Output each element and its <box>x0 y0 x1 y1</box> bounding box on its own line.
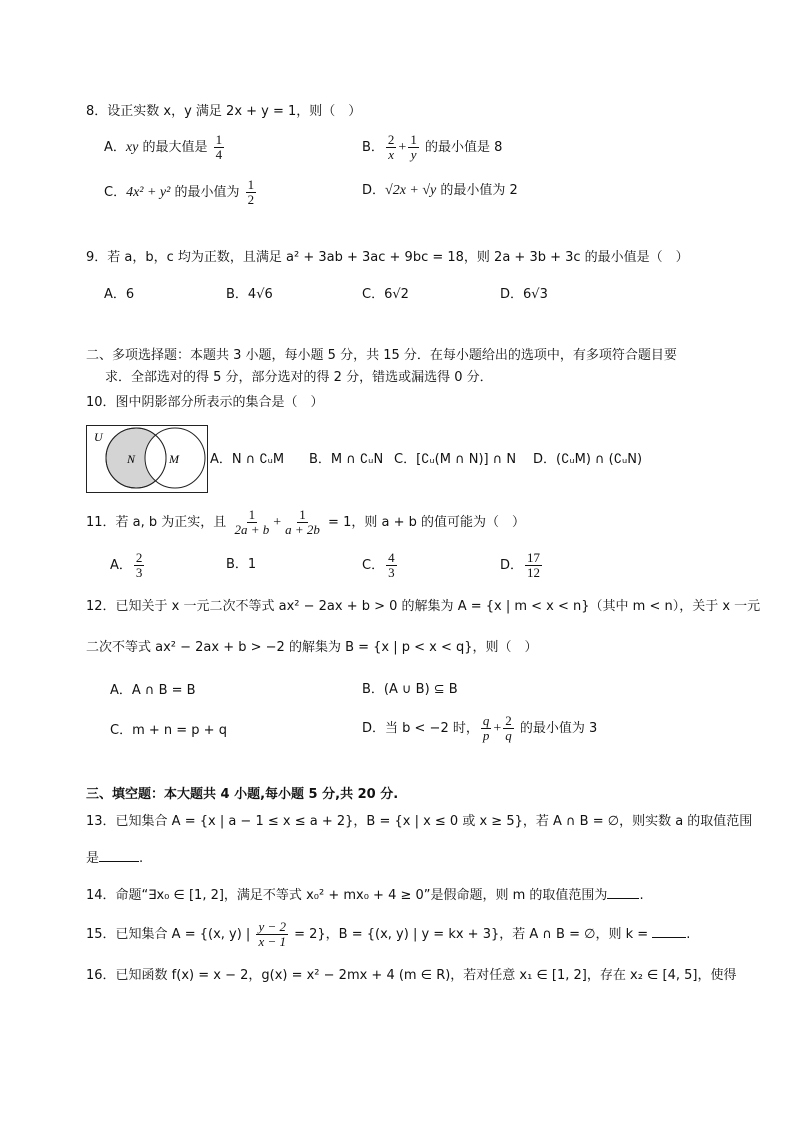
q8-option-c <box>104 178 258 207</box>
q12-option-b: B．(A ∪ B) ⊆ B <box>362 682 458 697</box>
q8-a-mid: 的最大值是 <box>138 140 212 155</box>
q15-end: . <box>686 927 691 942</box>
q15-line <box>86 920 690 949</box>
q11-plus: + <box>273 515 282 530</box>
q11-fraction-1 <box>232 508 271 537</box>
q15-fraction <box>256 920 288 949</box>
q13-line1: 13．已知集合 A = {x | a − 1 ≤ x ≤ a + 2}，B = {x | x ≤ 0 或 x ≥ 5}，若 A ∩ B = ∅，则实数 a 的取值范围 <box>86 814 753 829</box>
q8-c-label: C． <box>104 185 127 200</box>
q11-a-num: 2 <box>135 550 143 565</box>
q11-option-c <box>362 551 399 580</box>
q8-a-fraction <box>214 133 225 162</box>
q10-option-c: C．[∁ᵤ(M ∩ N)] ∩ N <box>394 452 517 467</box>
q13-answer-blank[interactable] <box>99 849 139 862</box>
q14-pre: 14．命题“∃x₀ ∈ [1, 2]，满足不等式 x₀² + mx₀ + 4 ≥ 0”是假命题，则 m 的取值范围为 <box>86 888 608 903</box>
q11-f1-num: 1 <box>248 507 256 522</box>
q11-option-a <box>110 551 146 580</box>
q11-d-fraction <box>525 551 542 580</box>
section2-line1: 二、多项选择题：本题共 3 小题，每小题 5 分，共 15 分．在每小题给出的选项中，有多项符合题目要 <box>86 348 677 363</box>
q10-option-a: A．N ∩ ∁ᵤM <box>210 452 285 467</box>
q8-b-num1: 2 <box>387 132 395 147</box>
q12-line2: 二次不等式 ax² − 2ax + b > −2 的解集为 B = {x | p < x < q}，则（ ） <box>86 640 538 655</box>
q14-line <box>86 886 644 905</box>
q14-answer-blank[interactable] <box>607 886 639 899</box>
q11-f2-den: a + 2b <box>285 522 320 537</box>
q13-line2-post: . <box>139 851 144 866</box>
q8-b-den2: y <box>410 147 417 162</box>
q12-d-pre: D．当 b < −2 时， <box>362 721 479 736</box>
q11-a-fraction <box>134 551 145 580</box>
q11-f1-den: 2a + b <box>234 522 270 537</box>
q12-option-d <box>362 714 597 743</box>
q15-f-den: x − 1 <box>258 934 286 949</box>
q8-option-d <box>362 182 518 200</box>
q11-d-den: 12 <box>527 565 541 580</box>
q11-c-num: 4 <box>388 550 395 565</box>
q14-post: . <box>639 888 644 903</box>
q10-option-d: D．(∁ᵤM) ∩ (∁ᵤN) <box>533 452 643 467</box>
q8-a-math: xy <box>125 140 139 155</box>
q9-option-d: D．6√3 <box>500 287 548 302</box>
q12-d-fraction-1 <box>481 714 492 743</box>
venn-label-n: N <box>127 452 136 466</box>
q8-a-den: 4 <box>215 147 223 162</box>
q8-d-math: √2x + √y <box>385 183 437 198</box>
q11-fraction-2 <box>283 508 322 537</box>
q11-stem-post: = 1，则 a + b 的值可能为（ ） <box>323 515 525 530</box>
q13-line2 <box>86 849 143 868</box>
q8-c-fraction <box>246 178 257 207</box>
q12-d-num2: 2 <box>505 713 512 728</box>
q8-b-num2: 1 <box>410 132 417 147</box>
q8-a-label: A． <box>104 140 126 155</box>
q12-d-fraction-2 <box>503 714 514 743</box>
q11-option-b: B．1 <box>226 557 257 572</box>
q16-line1: 16．已知函数 f(x) = x − 2，g(x) = x² − 2mx + 4 (m ∈ R)，若对任意 x₁ ∈ [1, 2]，存在 x₂ ∈ [4, 5]，使得 <box>86 968 737 983</box>
q9-option-a: A．6 <box>104 287 135 302</box>
q11-c-label: C． <box>362 558 385 573</box>
q12-option-c: C．m + n = p + q <box>110 723 227 738</box>
q11-stem <box>86 508 525 537</box>
q8-option-a <box>104 133 226 162</box>
q8-b-fraction-2 <box>408 133 419 162</box>
q8-stem: 8．设正实数 x，y 满足 2x + y = 1，则（ ） <box>86 104 362 119</box>
q12-d-post: 的最小值为 3 <box>515 721 598 736</box>
q12-d-num1: q <box>482 713 490 728</box>
q9-stem: 9．若 a，b，c 均为正数，且满足 a² + 3ab + 3ac + 9bc = 18，则 2a + 3b + 3c 的最小值是（ ） <box>86 250 689 265</box>
q12-d-den2: q <box>505 728 512 743</box>
q8-d-post: 的最小值为 2 <box>436 183 518 198</box>
q12-line1: 12．已知关于 x 一元二次不等式 ax² − 2ax + b > 0 的解集为 A = {x | m < x < n}（其中 m < n），关于 x 一元 <box>86 599 761 614</box>
q13-line2-pre: 是 <box>86 851 100 866</box>
q8-d-label: D． <box>362 183 386 198</box>
venn-label-u: U <box>94 430 103 444</box>
q11-option-d <box>500 551 544 580</box>
q11-f2-num: 1 <box>299 507 306 522</box>
q11-a-label: A． <box>110 558 132 573</box>
q11-a-den: 3 <box>135 565 143 580</box>
q10-option-b: B．M ∩ ∁ᵤN <box>309 452 384 467</box>
q8-c-mid: 的最小值为 <box>170 185 244 200</box>
q8-b-den1: x <box>388 147 395 162</box>
q12-d-plus: + <box>493 721 502 736</box>
q8-b-label: B． <box>362 140 384 155</box>
q8-b-post: 的最小值是 8 <box>420 140 503 155</box>
q11-c-den: 3 <box>388 565 395 580</box>
q11-c-fraction <box>386 551 397 580</box>
q11-stem-pre: 11．若 a, b 为正实，且 <box>86 515 231 530</box>
q15-f-num: y − 2 <box>258 919 286 934</box>
q15-post: = 2}，B = {(x, y) | y = kx + 3}，若 A ∩ B = ∅，则 k = <box>289 927 653 942</box>
q15-answer-blank[interactable] <box>652 925 686 938</box>
q10-stem: 10．图中阴影部分所表示的集合是（ ） <box>86 395 324 410</box>
q8-option-b <box>362 133 502 162</box>
q12-option-a: A．A ∩ B = B <box>110 683 196 698</box>
q11-d-label: D． <box>500 558 524 573</box>
q8-c-math: 4x² + y² <box>126 185 171 200</box>
q8-c-den: 2 <box>247 192 255 207</box>
q8-b-fraction-1 <box>386 133 397 162</box>
q9-option-b: B．4√6 <box>226 287 273 302</box>
q11-d-num: 17 <box>527 550 541 565</box>
q9-option-c: C．6√2 <box>362 287 409 302</box>
q12-d-den1: p <box>482 728 490 743</box>
q8-b-plus: + <box>398 140 407 155</box>
q8-c-num: 1 <box>247 177 255 192</box>
section3-title: 三、填空题：本大题共 4 小题,每小题 5 分,共 20 分. <box>86 787 399 802</box>
venn-diagram <box>86 425 208 493</box>
section2-line2: 求．全部选对的得 5 分，部分选对的得 2 分，错选或漏选得 0 分． <box>105 370 493 385</box>
q15-pre: 15．已知集合 A = {(x, y) | <box>86 927 255 942</box>
q8-a-num: 1 <box>215 132 223 147</box>
venn-label-m: M <box>169 452 179 466</box>
